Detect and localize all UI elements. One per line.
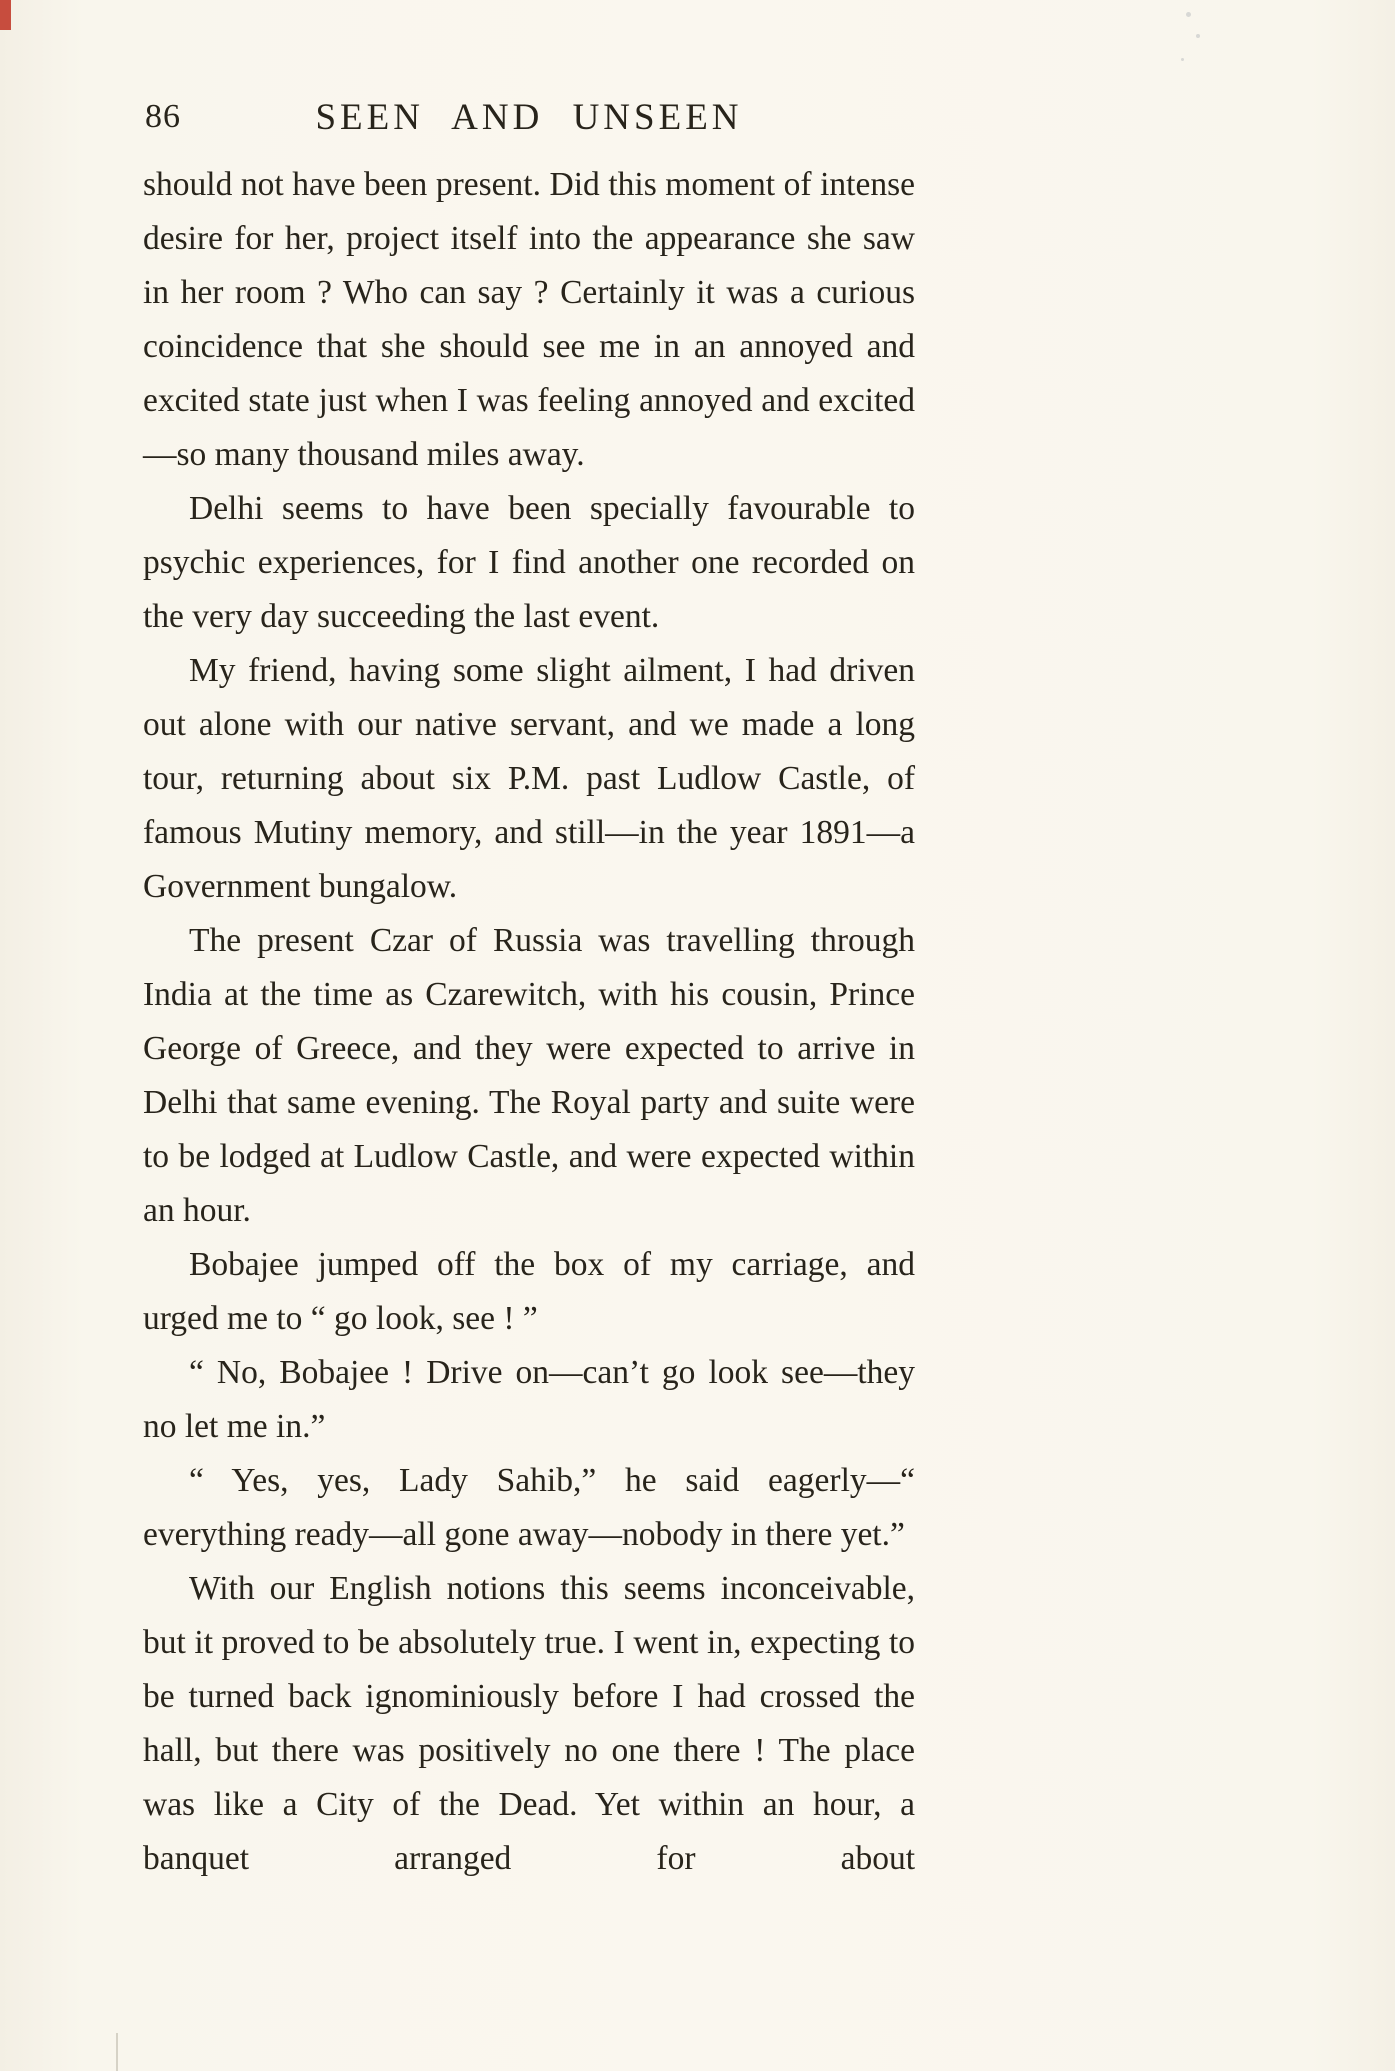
scan-artifact-gutter-line [116, 2033, 118, 2071]
scan-speck [1181, 58, 1184, 61]
paragraph-8: With our English notions this seems inconceivable, but it proved to be absolutely true. I went in, expecting to be turned back ignominiously before I had crossed the hall, but there was positively no one there ! The place was like a City of the Dead. Yet within an hour, a banquet arranged for about [143, 1570, 915, 1877]
page-header-title: SEEN AND UNSEEN [315, 97, 743, 138]
paragraph-3: My friend, having some slight ailment, I had driven out alone with our native servant, and we made a long tour, returning about six P.M. past Ludlow Castle, of famous Mutiny memory, and still—in the year 1891—a Government bungalow. [143, 652, 915, 905]
paragraph-1: should not have been present. Did this moment of intense desire for her, project itself into the appearance she saw in her room ? Who can say ? Certainly it was a curious coincidence that she should see me in an annoyed and excited state just when I was feeling annoyed and excited—so many thousand miles away. [143, 166, 915, 473]
paragraph-7: “ Yes, yes, Lady Sahib,” he said eagerly—“ everything ready—all gone away—nobody in there yet.” [143, 1462, 915, 1553]
paragraph-4: The present Czar of Russia was travelling through India at the time as Czarewitch, with his cousin, Prince George of Greece, and they were expected to arrive in Delhi that same evening. The Royal party and suite were to be lodged at Ludlow Castle, and were expected within an hour. [143, 922, 915, 1229]
body-text [143, 158, 915, 1886]
paragraph-6: “ No, Bobajee ! Drive on—can’t go look see—they no let me in.” [143, 1354, 915, 1445]
scan-speck [1196, 34, 1200, 38]
text-block [143, 96, 915, 1886]
paragraph-2: Delhi seems to have been specially favourable to psychic experiences, for I find another one recorded on the very day succeeding the last event. [143, 490, 915, 635]
scan-artifact-red-edge [0, 0, 11, 30]
page-number: 86 [145, 98, 181, 135]
scan-speck [1186, 12, 1191, 17]
running-head [143, 96, 915, 158]
paragraph-5: Bobajee jumped off the box of my carriage, and urged me to “ go look, see ! ” [143, 1246, 915, 1337]
